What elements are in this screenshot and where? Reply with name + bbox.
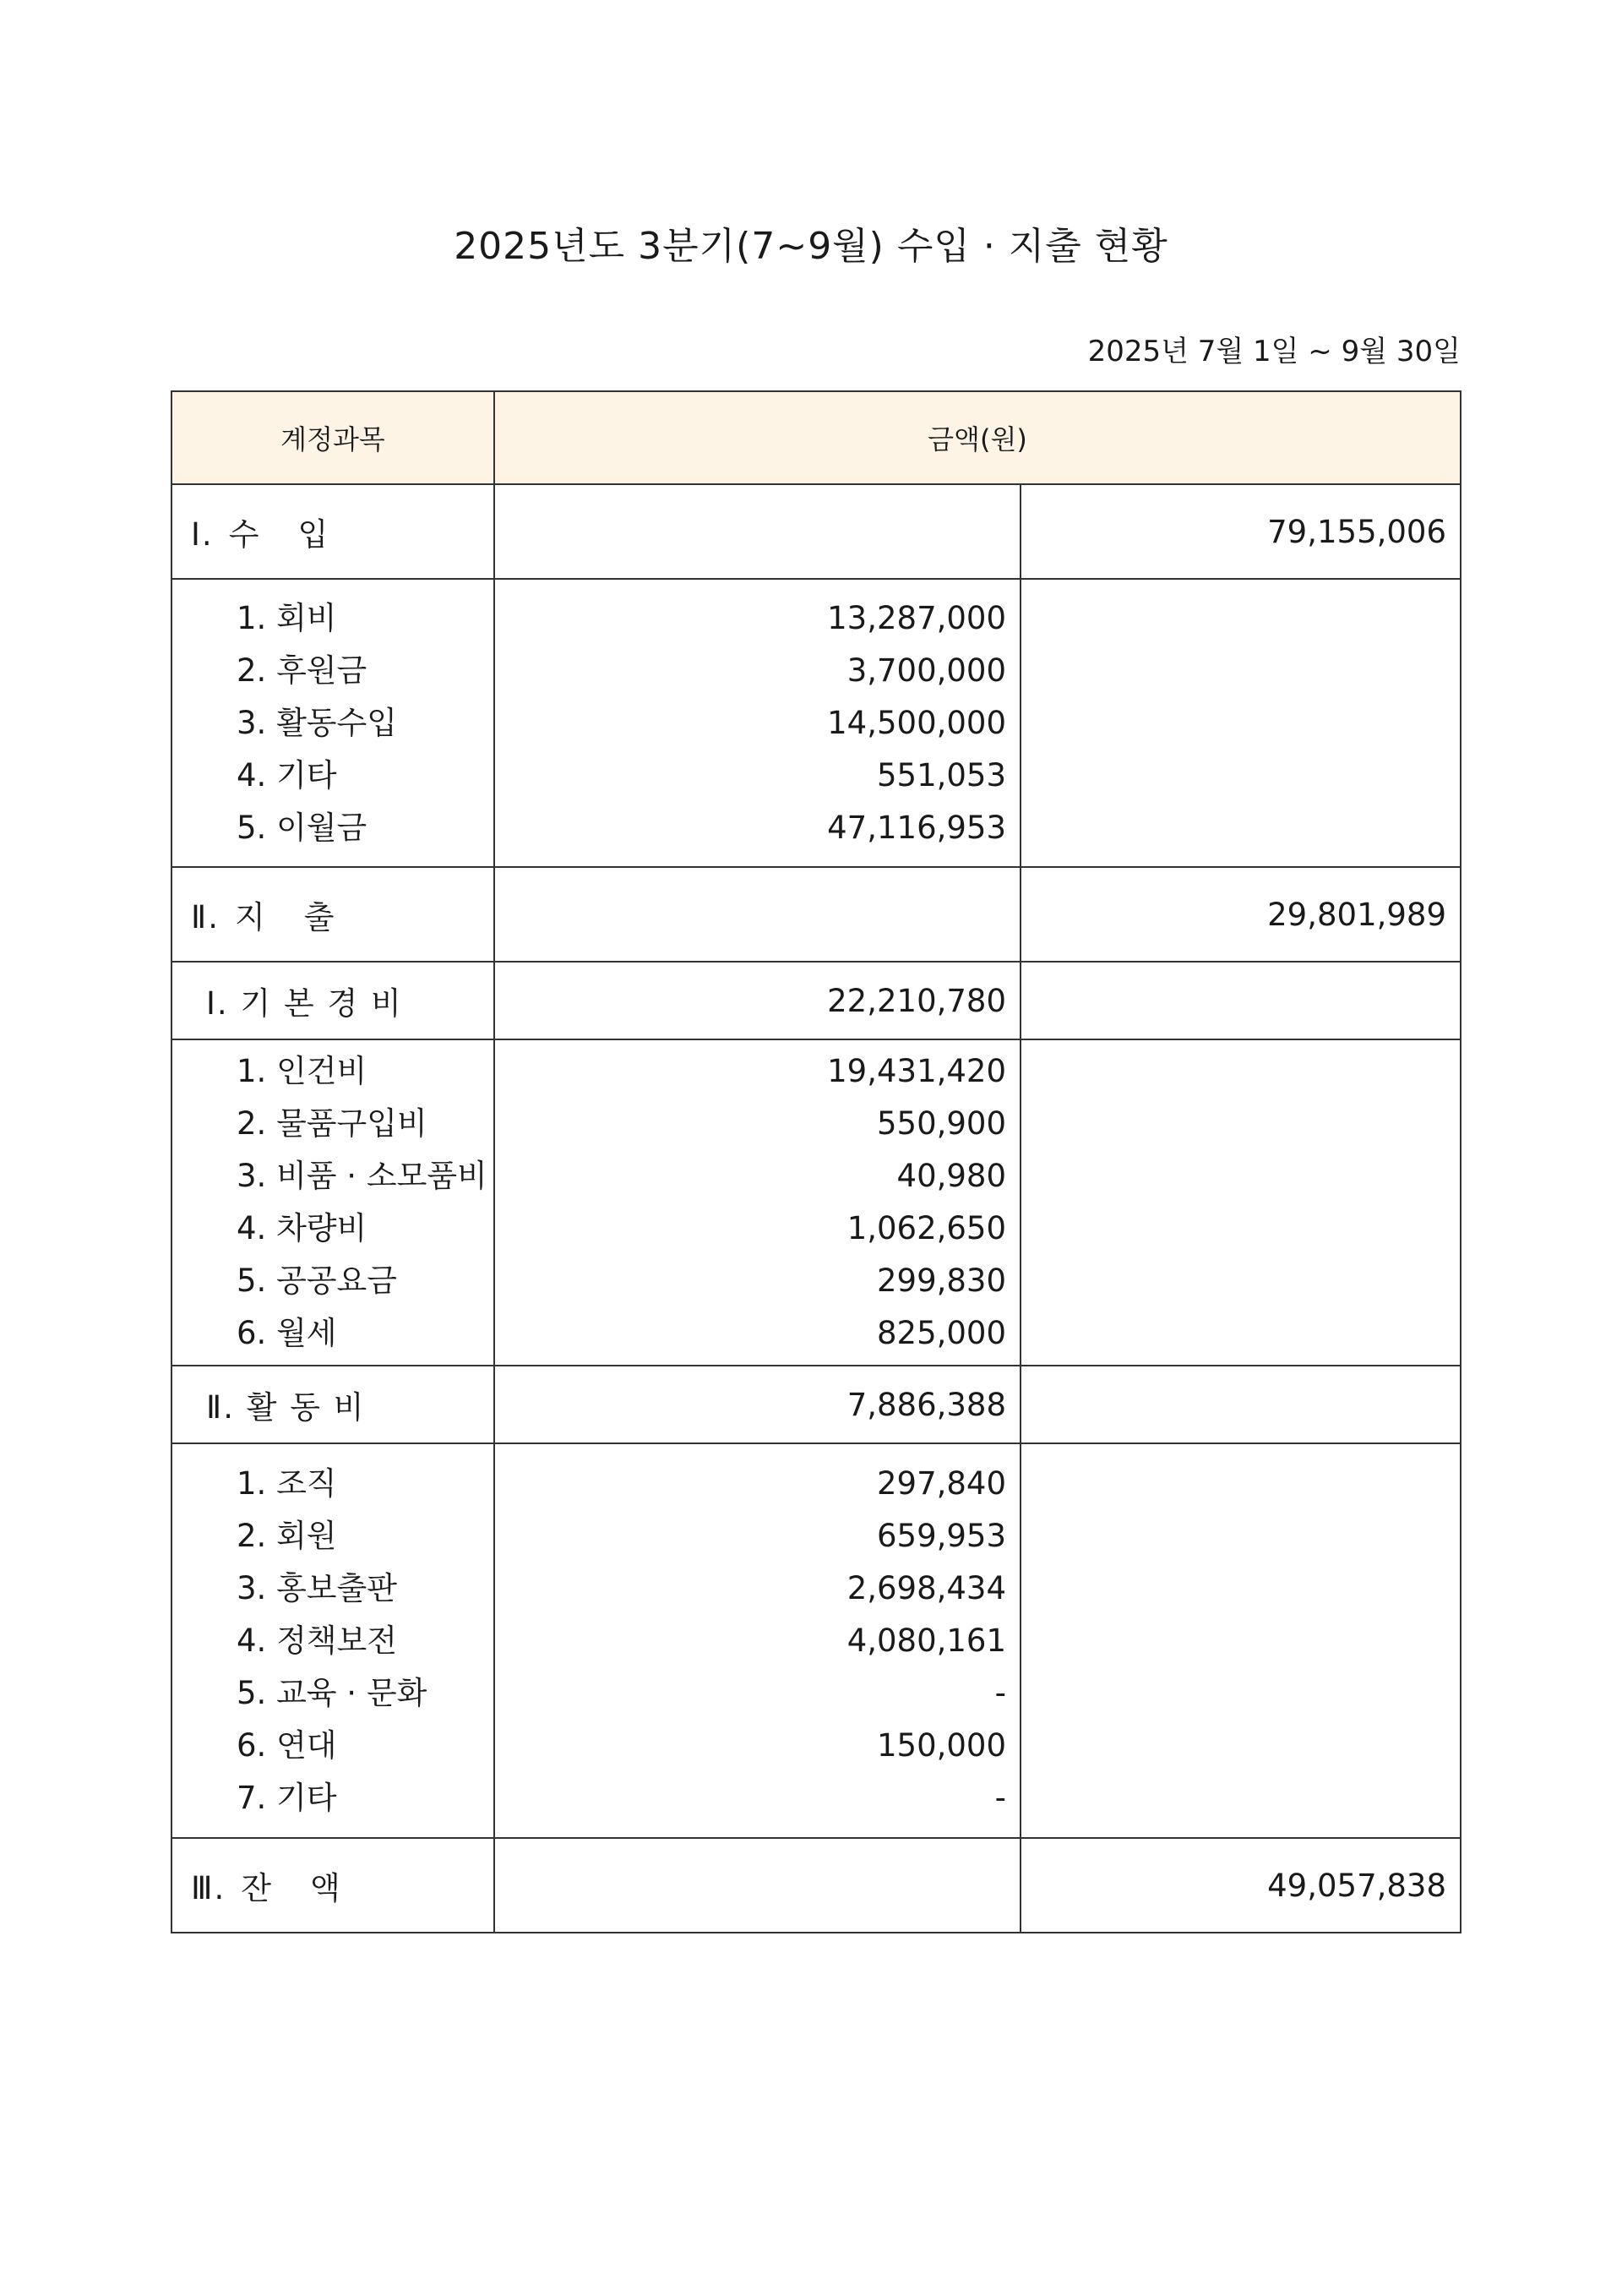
basic-item-value: 299,830 <box>876 1263 1006 1299</box>
income-item-value: 551,053 <box>876 756 1006 794</box>
activity-item-label: 4. 정책보전 <box>237 1622 398 1659</box>
basic-item-label: 5. 공공요금 <box>237 1263 398 1299</box>
balance-mid-cell <box>494 1838 1021 1933</box>
basic-item-value: 19,431,420 <box>827 1053 1006 1089</box>
basic-items-empty <box>1021 1039 1461 1366</box>
basic-item-value: 825,000 <box>876 1315 1006 1351</box>
income-item-label: 3. 활동수입 <box>237 704 398 741</box>
activity-item-value: 659,953 <box>876 1517 1006 1554</box>
activity-item-label: 6. 연대 <box>237 1726 337 1764</box>
income-item-value: 3,700,000 <box>846 652 1006 689</box>
expense-label-num: Ⅱ. <box>191 899 220 935</box>
income-item-label: 2. 후원금 <box>237 652 367 689</box>
activity-item-label: 7. 기타 <box>237 1779 337 1816</box>
basic-item-label: 1. 인건비 <box>237 1053 367 1089</box>
basic-item-value: 40,980 <box>896 1158 1006 1194</box>
income-items-empty <box>1021 579 1461 867</box>
basic-item-value: 550,900 <box>876 1105 1006 1142</box>
income-label-b: 입 <box>297 516 330 553</box>
activity-item-label: 2. 회원 <box>237 1517 337 1554</box>
activity-item-value: 2,698,434 <box>846 1569 1006 1606</box>
activity-item-value: - <box>994 1779 1006 1816</box>
expense-mid-cell <box>494 867 1021 962</box>
basic-expense-empty <box>1021 962 1461 1039</box>
balance-row <box>171 1838 1461 1933</box>
balance-label-num: Ⅲ. <box>191 1870 226 1906</box>
activity-expense-row <box>171 1366 1461 1443</box>
activity-item-labels <box>171 1443 494 1838</box>
basic-expense-subtotal: 22,210,780 <box>494 962 1021 1039</box>
balance-label-a: 잔 <box>241 1870 274 1906</box>
activity-item-value: - <box>994 1674 1006 1711</box>
activity-expense-subtotal: 7,886,388 <box>494 1366 1021 1443</box>
activity-item-value: 150,000 <box>876 1726 1006 1764</box>
report-period: 2025년 7월 1일 ~ 9월 30일 <box>1087 335 1461 368</box>
basic-item-label: 2. 물품구입비 <box>237 1105 427 1142</box>
income-item-label: 4. 기타 <box>237 756 337 794</box>
income-item-label: 5. 이월금 <box>237 809 367 846</box>
income-item-value: 13,287,000 <box>827 599 1006 636</box>
activity-expense-label: Ⅱ. 활 동 비 <box>171 1366 494 1443</box>
basic-item-value: 1,062,650 <box>846 1210 1006 1246</box>
income-label-a: 수 <box>228 516 261 553</box>
balance-label-b: 액 <box>310 1870 342 1906</box>
activity-item-value: 4,080,161 <box>846 1622 1006 1659</box>
activity-item-label: 5. 교육 · 문화 <box>237 1674 427 1711</box>
basic-expense-row <box>171 962 1461 1039</box>
table-header-row <box>171 391 1461 484</box>
basic-items-row <box>171 1039 1461 1366</box>
basic-item-label: 3. 비품 · 소모품비 <box>237 1158 487 1194</box>
income-total: 79,155,006 <box>1021 484 1461 579</box>
income-item-value: 14,500,000 <box>827 704 1006 741</box>
activity-item-value: 297,840 <box>876 1464 1006 1502</box>
income-label <box>171 484 494 579</box>
basic-item-label: 6. 월세 <box>237 1315 337 1351</box>
income-row <box>171 484 1461 579</box>
activity-items-empty <box>1021 1443 1461 1838</box>
activity-expense-empty <box>1021 1366 1461 1443</box>
basic-item-label: 4. 차량비 <box>237 1210 367 1246</box>
income-item-labels <box>171 579 494 867</box>
basic-expense-label: Ⅰ. 기 본 경 비 <box>171 962 494 1039</box>
expense-label <box>171 867 494 962</box>
activity-item-values <box>494 1443 1021 1838</box>
income-items-row <box>171 579 1461 867</box>
activity-item-label: 3. 홍보출판 <box>237 1569 398 1606</box>
expense-row <box>171 867 1461 962</box>
income-label-num: Ⅰ. <box>191 516 214 553</box>
expense-label-b: 출 <box>303 899 336 935</box>
income-item-value: 47,116,953 <box>827 809 1006 846</box>
header-account: 계정과목 <box>171 391 494 484</box>
expense-label-a: 지 <box>234 899 267 935</box>
document-title: 2025년도 3분기(7~9월) 수입 · 지출 현황 <box>454 225 1168 268</box>
expense-total: 29,801,989 <box>1021 867 1461 962</box>
income-item-values <box>494 579 1021 867</box>
activity-item-label: 1. 조직 <box>237 1464 337 1502</box>
income-expense-table <box>171 390 1461 1933</box>
basic-item-labels <box>171 1039 494 1366</box>
income-mid-cell <box>494 484 1021 579</box>
balance-total: 49,057,838 <box>1021 1838 1461 1933</box>
header-amount: 금액(원) <box>494 391 1461 484</box>
basic-item-values <box>494 1039 1021 1366</box>
income-item-label: 1. 회비 <box>237 599 337 636</box>
balance-label <box>171 1838 494 1933</box>
activity-items-row <box>171 1443 1461 1838</box>
